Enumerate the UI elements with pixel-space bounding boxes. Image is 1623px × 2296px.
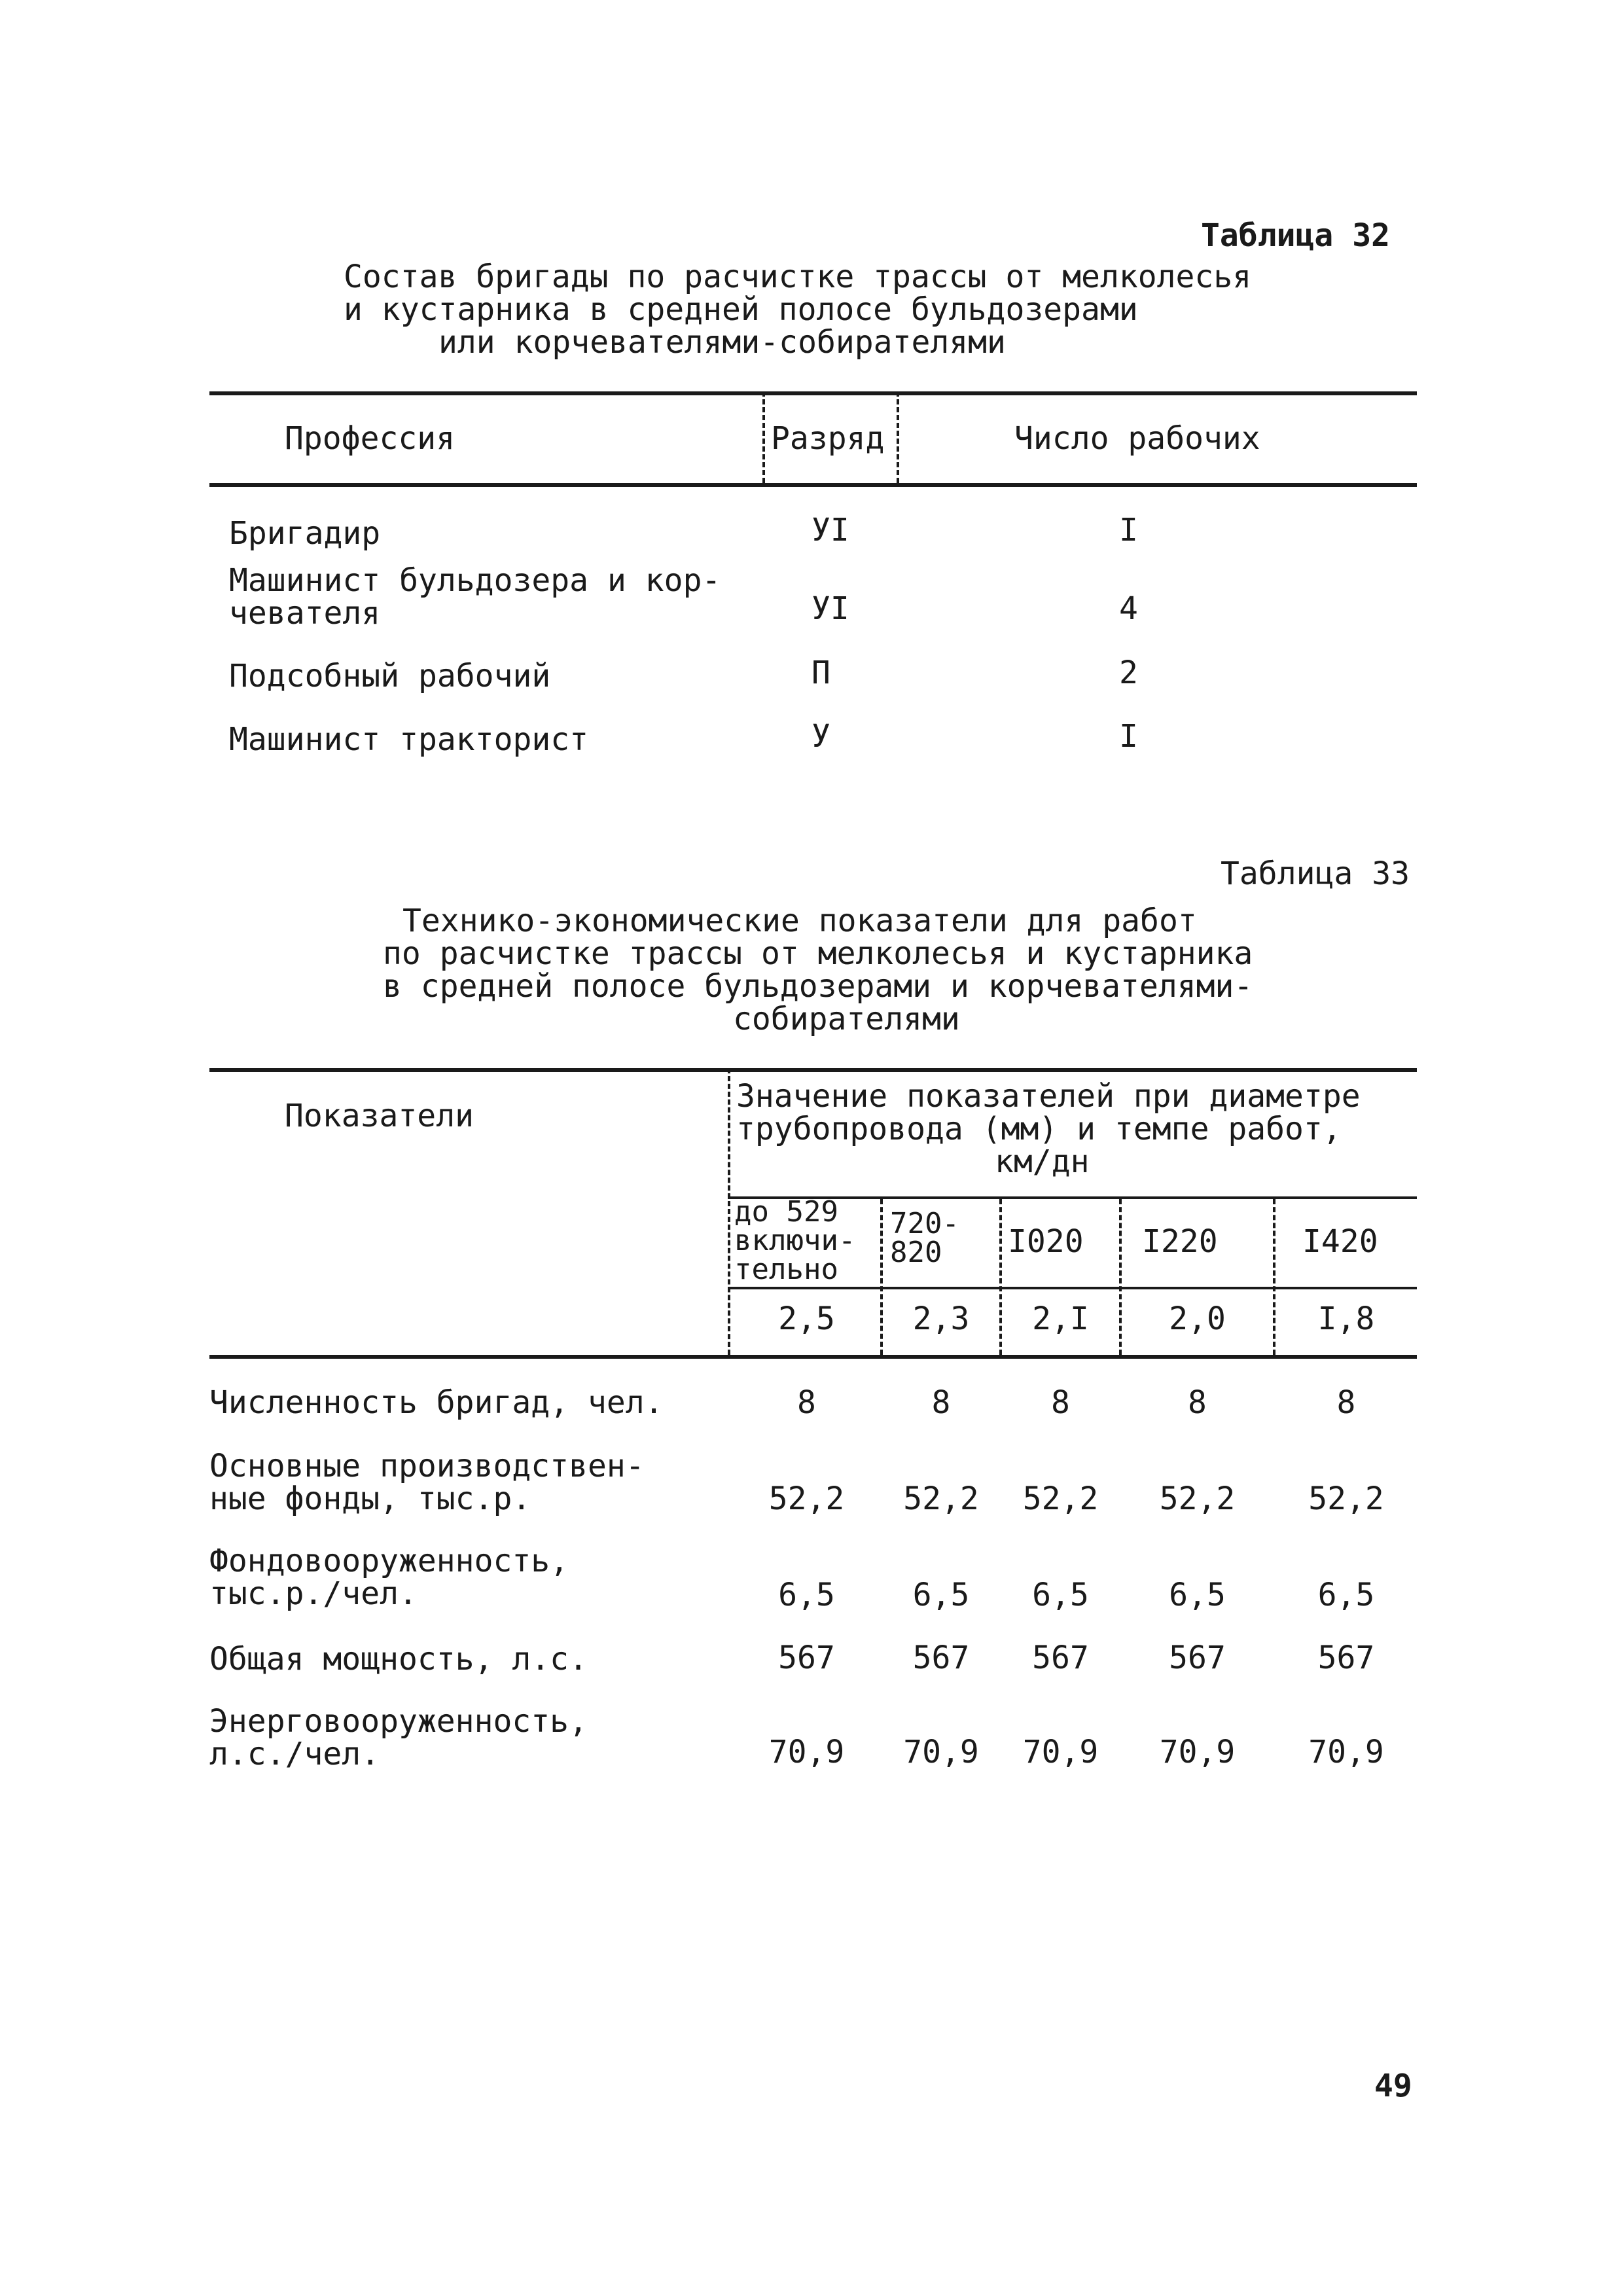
table33-row-3-label-line-2: тыс.р./чел. — [209, 1575, 418, 1612]
table33-row-1-value-4: 8 — [1188, 1384, 1207, 1421]
table33-row-2-label-line-1: Основные производствен- — [209, 1448, 645, 1484]
table33-row-1-value-1: 8 — [797, 1384, 816, 1421]
table33-row-5-label-line-1: Энерговооруженность, — [209, 1703, 588, 1740]
table32-col-divider-1 — [762, 391, 765, 483]
table33-header-rule — [209, 1355, 1417, 1359]
table33-rate-rule — [728, 1287, 1417, 1289]
table33-rate-1: 2,5 — [778, 1300, 835, 1337]
table33-title-line-3: в средней полосе бульдозерами и корчевателями- — [383, 968, 1253, 1005]
table33-row-2-label-line-2: ные фонды, тыс.р. — [209, 1480, 531, 1517]
table32-row-1-grade: УI — [812, 512, 849, 548]
table33-label: Таблица 33 — [1221, 855, 1410, 892]
table32-row-1-profession: Бригадир — [229, 515, 381, 552]
table33-rate-2: 2,3 — [912, 1300, 970, 1337]
table33-row-1-value-3: 8 — [1051, 1384, 1070, 1421]
table33-group-header-line-1: Значение показателей при диаметре — [736, 1078, 1361, 1115]
table32-title-line-1: Состав бригады по расчистке трассы от мелколесья — [344, 259, 1252, 295]
table33-row-5-value-2: 70,9 — [903, 1734, 979, 1770]
table32-label: Таблица 32 — [1201, 217, 1390, 254]
table33-row-2-value-3: 52,2 — [1022, 1480, 1099, 1517]
table33-row-2-value-4: 52,2 — [1159, 1480, 1236, 1517]
table32-row-3-grade: П — [812, 655, 830, 691]
table32-row-3-profession: Подсобный рабочий — [229, 658, 551, 694]
table32-row-2-profession-line-2: чевателя — [229, 595, 381, 632]
table33-row-5-label-line-2: л.с./чел. — [209, 1736, 380, 1772]
table33-group-header-line-2: трубопровода (мм) и темпе работ, — [736, 1111, 1342, 1147]
table32-row-4-count: I — [1119, 718, 1138, 755]
table33-row-1-value-2: 8 — [931, 1384, 951, 1421]
table33-row-2-value-2: 52,2 — [903, 1480, 979, 1517]
table33-row-5-value-1: 70,9 — [768, 1734, 845, 1770]
table33-row-3-label-line-1: Фондовооруженность, — [209, 1543, 569, 1579]
table33-row-4-value-5: 567 — [1317, 1640, 1375, 1676]
table33-row-4-value-3: 567 — [1032, 1640, 1089, 1676]
table32-row-2-profession-line-1: Машинист бульдозера и кор- — [229, 562, 721, 599]
table33-row-1-value-5: 8 — [1336, 1384, 1356, 1421]
table33-rate-3: 2,I — [1032, 1300, 1089, 1337]
table32-header-count: Число рабочих — [1014, 420, 1260, 457]
table33-row-3-value-4: 6,5 — [1169, 1577, 1226, 1613]
table33-row-3-value-1: 6,5 — [778, 1577, 835, 1613]
table33-header-indicators: Показатели — [285, 1098, 474, 1134]
table33-title-line-2: по расчистке трассы от мелколесья и кустарника — [383, 935, 1253, 972]
table32-top-rule — [209, 391, 1417, 395]
table32-title-line-2: и кустарника в средней полосе бульдозерами — [344, 291, 1138, 328]
table33-row-3-value-2: 6,5 — [912, 1577, 970, 1613]
table32-row-1-count: I — [1119, 512, 1138, 548]
table32-row-2-grade: УI — [812, 590, 849, 627]
table33-diameter-1-line-2: включи- — [734, 1224, 856, 1257]
table32-header-profession: Профессия — [285, 420, 455, 457]
table33-diameter-2-line-1: 720- — [890, 1207, 959, 1240]
table33-row-4-value-1: 567 — [778, 1640, 835, 1676]
table33-row-3-value-5: 6,5 — [1317, 1577, 1375, 1613]
table32-row-4-grade: У — [812, 718, 830, 755]
table33-title-line-4: собирателями — [733, 1001, 960, 1037]
page-number: 49 — [1374, 2068, 1412, 2104]
table33-diameter-3: I020 — [1008, 1223, 1084, 1260]
table33-diameter-5: I420 — [1302, 1223, 1378, 1260]
table33-rate-5: I,8 — [1317, 1300, 1375, 1337]
table33-diameter-4: I220 — [1142, 1223, 1218, 1260]
table33-row-5-value-4: 70,9 — [1159, 1734, 1236, 1770]
table33-row-5-value-3: 70,9 — [1022, 1734, 1099, 1770]
table33-row-5-value-5: 70,9 — [1308, 1734, 1384, 1770]
table32-row-2-count: 4 — [1119, 590, 1138, 627]
table33-row-4-label: Общая мощность, л.с. — [209, 1641, 588, 1677]
table33-diameter-2-line-2: 820 — [890, 1236, 942, 1269]
table32-row-4-profession: Машинист тракторист — [229, 721, 589, 758]
table33-row-2-value-1: 52,2 — [768, 1480, 845, 1517]
table33-diameter-1-line-3: тельно — [734, 1253, 838, 1286]
table33-top-rule — [209, 1068, 1417, 1072]
table32-col-divider-2 — [897, 391, 899, 483]
table33-rate-4: 2,0 — [1169, 1300, 1226, 1337]
table33-main-divider — [728, 1068, 730, 1355]
table32-header-grade: Разряд — [771, 420, 885, 457]
table32-row-3-count: 2 — [1119, 655, 1138, 691]
table32-header-rule — [209, 483, 1417, 487]
table33-row-4-value-2: 567 — [912, 1640, 970, 1676]
table33-row-1-label: Численность бригад, чел. — [209, 1384, 664, 1421]
table33-title-line-1: Технико-экономические показатели для работ — [402, 903, 1197, 939]
table33-row-4-value-4: 567 — [1169, 1640, 1226, 1676]
table33-row-2-value-5: 52,2 — [1308, 1480, 1384, 1517]
table33-row-3-value-3: 6,5 — [1032, 1577, 1089, 1613]
table32-title-line-3: или корчевателями-собирателями — [438, 324, 1006, 361]
table33-group-header-line-3: км/дн — [995, 1143, 1090, 1180]
table33-diameter-1-line-1: до 529 — [734, 1195, 838, 1229]
